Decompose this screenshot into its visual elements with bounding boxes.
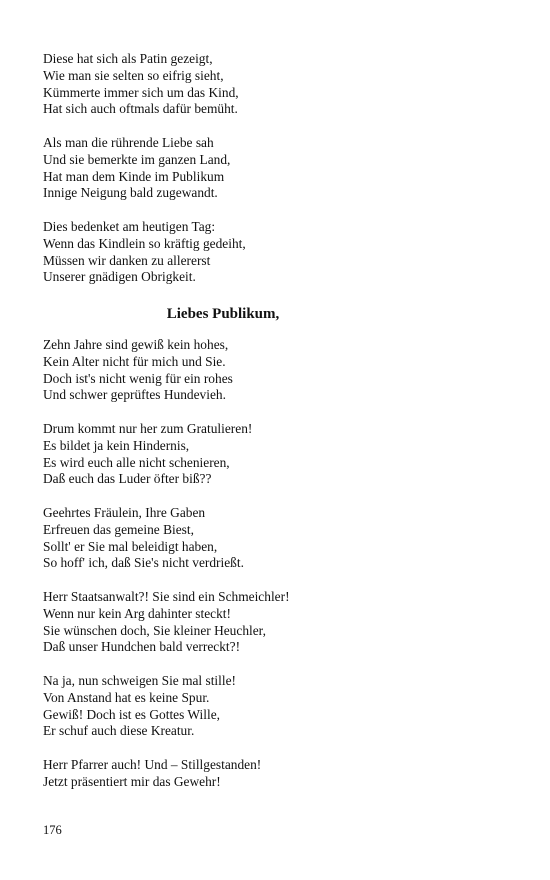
stanza [43,757,483,791]
verse-line: Sie wünschen doch, Sie kleiner Heuchler, [43,622,266,638]
stanza [43,673,483,740]
verse-line: Von Anstand hat es keine Spur. [43,689,210,705]
verse-line: Hat man dem Kinde im Publikum [43,168,225,184]
verse-line: Kümmerte immer sich um das Kind, [43,84,239,100]
verse-line: Es bildet ja kein Hindernis, [43,437,190,453]
verse-line: Unserer gnädigen Obrigkeit. [43,269,196,285]
stanza [43,337,483,404]
verse-line: Und sie bemerkte im ganzen Land, [43,151,231,167]
poem-top [43,51,483,286]
poem-bottom [43,337,483,791]
verse-line: Daß unser Hundchen bald verreckt?! [43,639,241,655]
stanza [43,219,483,286]
verse-line: Geehrtes Fräulein, Ihre Gaben [43,505,206,520]
verse-line: Dies bedenket am heutigen Tag: [43,219,216,234]
verse-line: Doch ist's nicht wenig für ein rohes [43,370,233,386]
verse-line: Na ja, nun schweigen Sie mal stille! [43,673,237,688]
verse-line: Er schuf auch diese Kreatur. [43,723,195,739]
verse-line: Es wird euch alle nicht schenieren, [43,454,230,470]
verse-line: Wenn nur kein Arg dahinter steckt! [43,605,231,621]
poem-heading: Liebes Publikum, [166,306,280,322]
verse-line: Jetzt präsentiert mir das Gewehr! [43,773,221,789]
page-number: 176 [43,823,62,837]
verse-line: Hat sich auch oftmals dafür bemüht. [43,101,238,117]
stanza [43,505,483,572]
verse-line: Wenn das Kindlein so kräftig gedeiht, [43,235,246,251]
verse-line: Drum kommt nur her zum Gratulieren! [43,421,253,436]
verse-line: Sollt' er Sie mal beleidigt haben, [43,538,218,554]
verse-line: Wie man sie selten so eifrig sieht, [43,67,224,83]
verse-line: Diese hat sich als Patin gezeigt, [43,51,213,66]
verse-line: Müssen wir danken zu allererst [43,252,211,268]
verse-line: Herr Pfarrer auch! Und – Stillgestanden! [43,757,262,772]
verse-line: Als man die rührende Liebe sah [43,135,214,150]
verse-line: Gewiß! Doch ist es Gottes Wille, [43,706,220,722]
verse-line: Daß euch das Luder öfter biß?? [43,471,212,487]
verse-line: Herr Staatsanwalt?! Sie sind ein Schmeichler! [43,589,290,604]
verse-line: Erfreuen das gemeine Biest, [43,521,194,537]
stanza [43,589,483,656]
verse-line: Innige Neigung bald zugewandt. [43,185,218,201]
stanza [43,51,483,118]
verse-line: So hoff' ich, daß Sie's nicht verdrießt. [43,555,244,571]
verse-line: Kein Alter nicht für mich und Sie. [43,353,226,369]
verse-line: Zehn Jahre sind gewiß kein hohes, [43,337,229,352]
stanza [43,135,483,202]
stanza [43,421,483,488]
verse-line: Und schwer geprüftes Hundevieh. [43,387,226,403]
book-page [43,51,483,808]
